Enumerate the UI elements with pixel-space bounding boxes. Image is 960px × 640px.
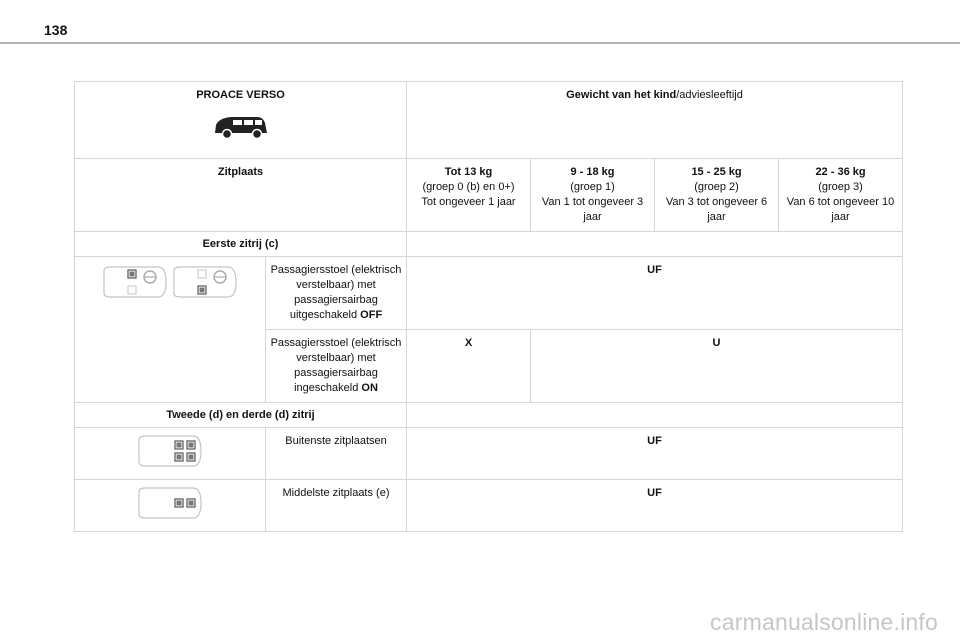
weight-title-cell xyxy=(407,82,903,159)
group-weight: 22 - 36 kg xyxy=(815,166,866,178)
outer-seats-label: Buitenste zitplaatsen xyxy=(266,428,407,480)
second-row-header xyxy=(75,403,903,428)
outer-seats-icon-cell xyxy=(75,428,266,480)
seat-off-value: UF xyxy=(407,257,903,330)
group-cell xyxy=(779,159,903,232)
model-name: PROACE VERSO xyxy=(196,89,285,101)
front-seat-icon-cell xyxy=(75,257,266,403)
group-weight: Tot 13 kg xyxy=(444,166,493,178)
group-age: Tot ongeveer 1 jaar xyxy=(421,196,516,208)
watermark: carmanualsonline.info xyxy=(710,609,938,635)
empty-cell xyxy=(407,232,903,257)
middle-seat-row xyxy=(75,480,903,532)
group-weight: 15 - 25 kg xyxy=(691,166,742,178)
group-age: Van 1 tot ongeveer 3 jaar xyxy=(541,196,644,223)
front-seat-car-icon xyxy=(100,265,240,299)
seat-on-value-group0: X xyxy=(407,330,531,403)
group-cell xyxy=(655,159,779,232)
seat-off-text: Passagiersstoel (elektrisch verstelbaar) met passagiersairbag uitgeschakeld xyxy=(270,264,402,321)
group-age: Van 6 tot ongeveer 10 jaar xyxy=(786,196,895,223)
child-seat-table xyxy=(74,81,903,532)
first-row-header xyxy=(75,232,903,257)
seat-label: Zitplaats xyxy=(75,159,407,232)
weight-title-rest: /adviesleeftijd xyxy=(676,89,743,101)
first-row-title: Eerste zitrij (c) xyxy=(75,232,407,257)
rear-seat-middle-icon xyxy=(135,486,205,520)
seat-on-value-other: U xyxy=(531,330,903,403)
outer-seats-row xyxy=(75,428,903,480)
weight-title-bold: Gewicht van het kind xyxy=(566,89,677,101)
header-row xyxy=(75,82,903,159)
second-row-title: Tweede (d) en derde (d) zitrij xyxy=(75,403,407,428)
seat-description xyxy=(266,330,407,403)
group-weight: 9 - 18 kg xyxy=(570,166,615,178)
middle-seat-icon-cell xyxy=(75,480,266,532)
group-class: (groep 2) xyxy=(694,181,739,193)
outer-seats-value: UF xyxy=(407,428,903,480)
groups-row xyxy=(75,159,903,232)
rear-seats-outer-icon xyxy=(135,434,205,468)
group-cell xyxy=(531,159,655,232)
seat-on-text: Passagiersstoel (elektrisch verstelbaar) met passagiersairbag ingeschakeld xyxy=(270,337,402,394)
page-number: 138 xyxy=(44,22,68,38)
empty-cell xyxy=(407,403,903,428)
group-class: (groep 0 (b) en 0+) xyxy=(422,181,515,193)
airbag-off-state: OFF xyxy=(360,309,383,321)
group-class: (groep 1) xyxy=(570,181,615,193)
header-rule xyxy=(0,42,960,44)
seat-description xyxy=(266,257,407,330)
group-cell xyxy=(407,159,531,232)
middle-seat-label: Middelste zitplaats (e) xyxy=(266,480,407,532)
model-cell xyxy=(75,82,407,159)
van-icon xyxy=(211,111,271,141)
group-class: (groep 3) xyxy=(818,181,863,193)
middle-seat-value: UF xyxy=(407,480,903,532)
airbag-on-state: ON xyxy=(361,382,378,394)
group-age: Van 3 tot ongeveer 6 jaar xyxy=(665,196,768,223)
front-seat-off-row xyxy=(75,257,903,330)
